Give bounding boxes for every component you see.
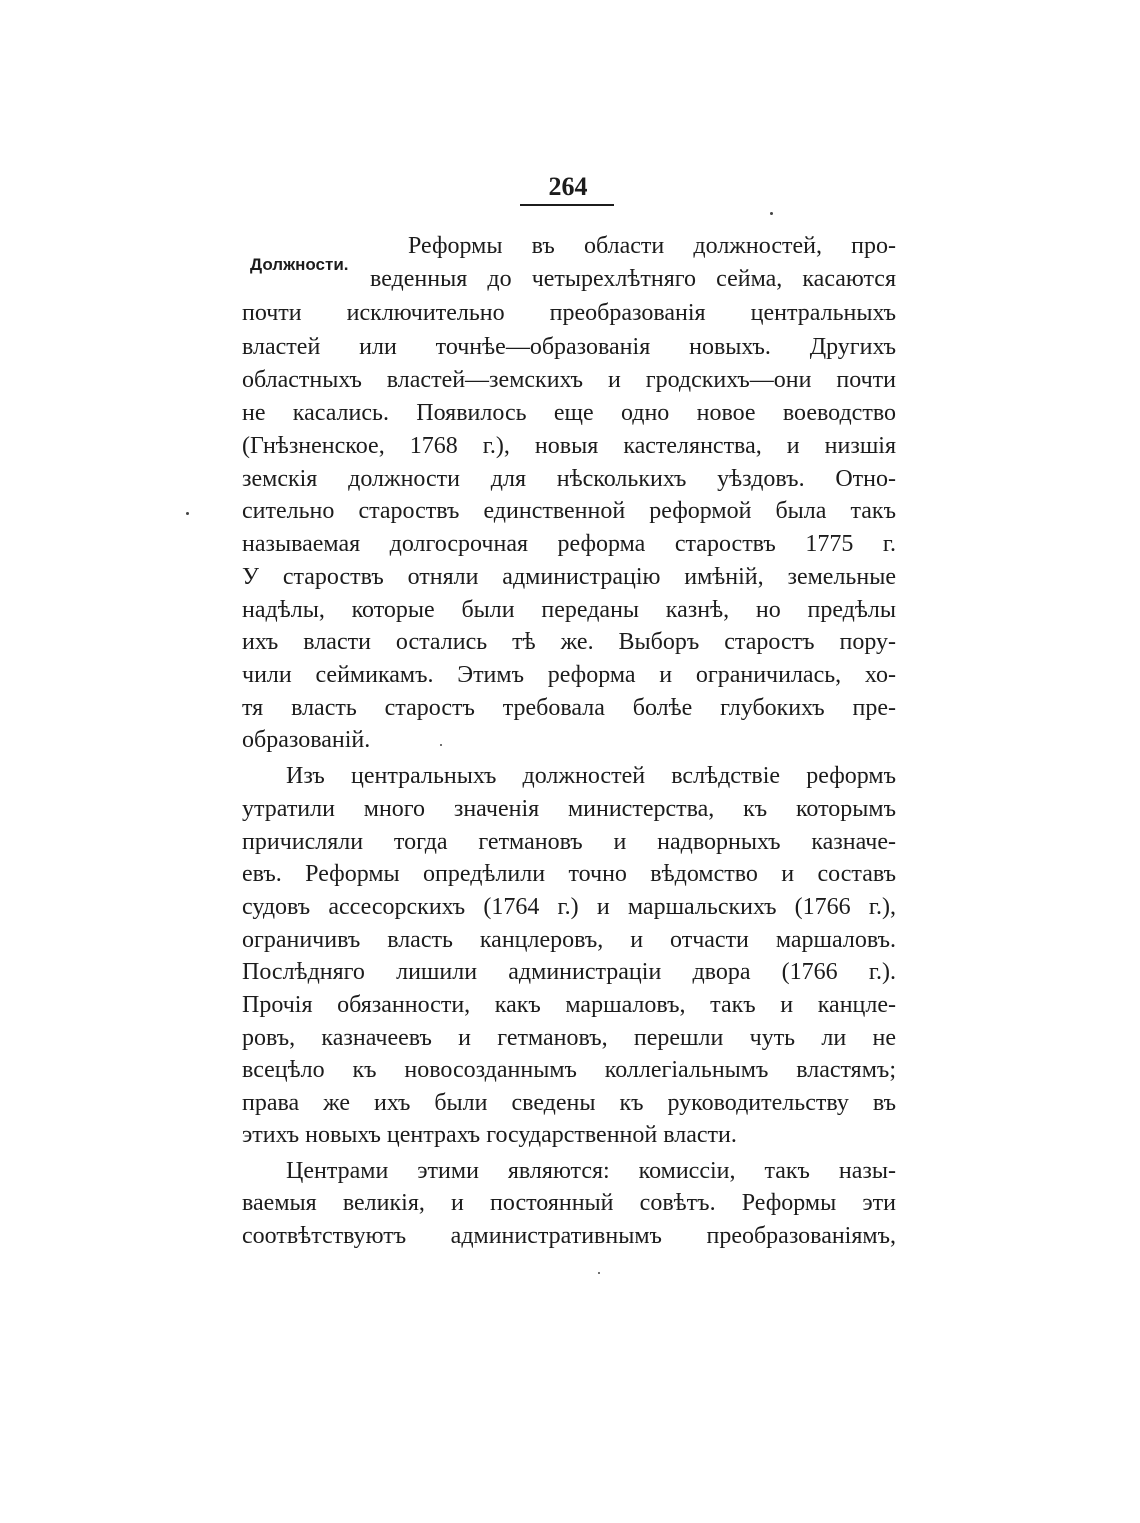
text-line: областныхъ властей—земскихъ и гродскихъ—они почти bbox=[242, 367, 896, 393]
scan-speck bbox=[770, 212, 773, 215]
text-line: Прочія обязанности, какъ маршаловъ, такъ и канцле- bbox=[242, 992, 896, 1018]
text-line: причисляли тогда гетмановъ и надворныхъ казначе- bbox=[242, 829, 896, 855]
text-line: Реформы въ области должностей, про- bbox=[408, 233, 896, 259]
text-line: ограничивъ власть канцлеровъ, и отчасти маршаловъ. bbox=[242, 927, 896, 953]
text-line: называемая долгосрочная реформа староствъ 1775 г. bbox=[242, 531, 896, 557]
text-line: судовъ ассесорскихъ (1764 г.) и маршальскихъ (1766 г.), bbox=[242, 894, 896, 920]
text-line: чили сеймикамъ. Этимъ реформа и ограничилась, хо- bbox=[242, 662, 896, 688]
page-number: 264 bbox=[548, 172, 588, 201]
margin-note: Должности. bbox=[250, 255, 349, 274]
text-line: утратили много значенія министерства, къ которымъ bbox=[242, 796, 896, 822]
text-line: всецѣло къ новосозданнымъ коллегіальнымъ властямъ; bbox=[242, 1057, 896, 1083]
text-line: ихъ власти остались тѣ же. Выборъ старостъ пору- bbox=[242, 629, 896, 655]
text-line: не касались. Появилось еще одно новое воеводство bbox=[242, 400, 896, 426]
text-line: этихъ новыхъ центрахъ государственной власти. bbox=[242, 1122, 737, 1148]
text-line: сительно староствъ единственной реформой была такъ bbox=[242, 498, 896, 524]
text-line: права же ихъ были сведены къ руководительству въ bbox=[242, 1090, 896, 1116]
text-line: надѣлы, которые были переданы казнѣ, но предѣлы bbox=[242, 597, 896, 623]
text-line: соотвѣтствуютъ административнымъ преобразованіямъ, bbox=[242, 1223, 896, 1249]
text-line: образованій. bbox=[242, 727, 371, 753]
text-line: почти исключительно преобразованія центральныхъ bbox=[242, 300, 896, 326]
text-line: Изъ центральныхъ должностей вслѣдствіе реформъ bbox=[286, 763, 896, 789]
scan-speck bbox=[440, 744, 442, 746]
text-line: ваемыя великія, и постоянный совѣтъ. Реформы эти bbox=[242, 1190, 896, 1216]
text-line: ровъ, казначеевъ и гетмановъ, перешли чуть ли не bbox=[242, 1025, 896, 1051]
scan-speck bbox=[598, 1272, 600, 1274]
scan-speck bbox=[186, 512, 189, 515]
text-line: земскія должности для нѣсколькихъ уѣздовъ. Отно- bbox=[242, 466, 896, 492]
text-line: Послѣдняго лишили администраціи двора (1766 г.). bbox=[242, 959, 896, 985]
text-line: тя власть старостъ требовала болѣе глубокихъ пре- bbox=[242, 695, 896, 721]
text-line: веденныя до четырехлѣтняго сейма, касаются bbox=[370, 266, 896, 292]
text-line: Центрами этими являются: комиссіи, такъ назы- bbox=[286, 1158, 896, 1184]
text-line: властей или точнѣе—образованія новыхъ. Другихъ bbox=[242, 334, 896, 360]
text-line: (Гнѣзненское, 1768 г.), новыя кастелянства, и низшія bbox=[242, 433, 896, 459]
page-number-rule bbox=[520, 204, 614, 206]
text-line: евъ. Реформы опредѣлили точно вѣдомство и составъ bbox=[242, 861, 896, 887]
text-line: У староствъ отняли администрацію имѣній, земельные bbox=[242, 564, 896, 590]
